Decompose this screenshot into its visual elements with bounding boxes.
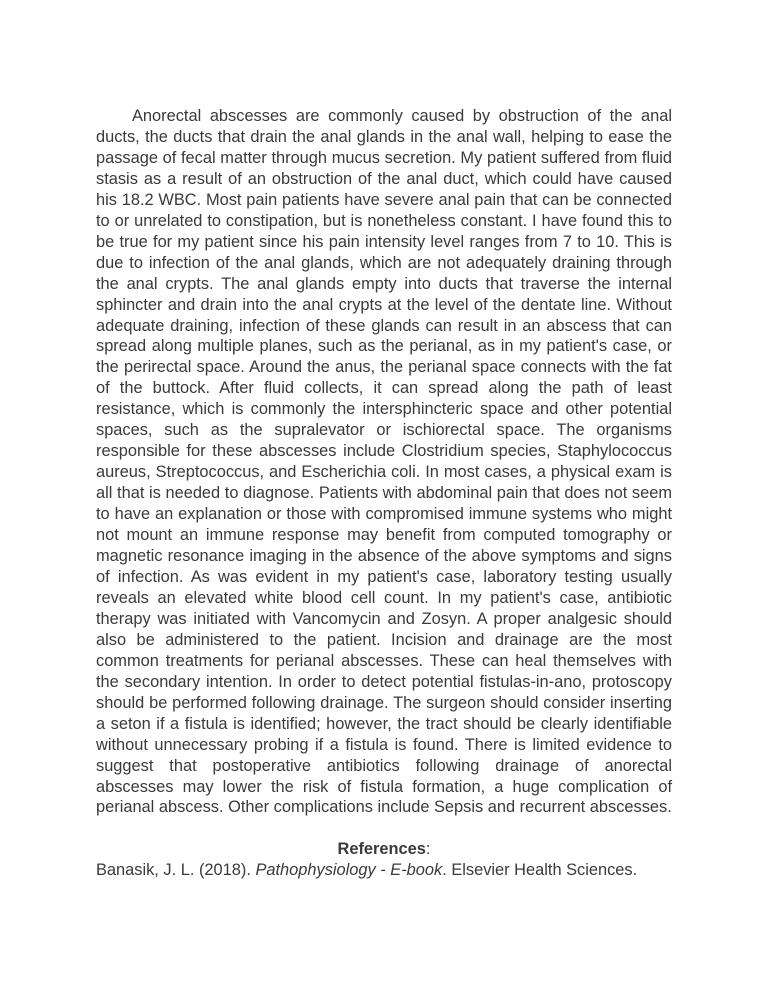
references-heading-colon: : — [425, 840, 431, 859]
references-heading-label: References — [337, 840, 426, 859]
reference-publisher: . Elsevier Health Sciences. — [442, 861, 638, 880]
document-page — [96, 106, 672, 881]
body-paragraph: Anorectal abscesses are commonly caused by obstruction of the anal ducts, the ducts that drain the anal glands in the anal wall, helping to ease the passage of fecal matter through mucus secretion. My patient suffered from fluid stasis as a result of an obstruction of the anal duct, which could have caused his 18.2 WBC. Most pain patients have severe anal pain that can be connected to or unrelated to constipation, but is nonetheless constant. I have found this to be true for my patient since his pain intensity level ranges from 7 to 10. This is due to infection of the anal glands, which are not adequately draining through the anal crypts. The anal glands empty into ducts that traverse the internal sphincter and drain into the anal crypts at the level of the dentate line. Without adequate draining, infection of these glands can result in an abscess that can spread along multiple planes, such as the perianal, as in my patient's case, or the perirectal space. Around the anus, the perianal space connects with the fat of the buttock. After fluid collects, it can spread along the path of least resistance, which is commonly the intersphincteric space and other potential spaces, such as the supralevator or ischiorectal space. The organisms responsible for these abscesses include Clostridium species, Staphylococcus aureus, Streptococcus, and Escherichia coli. In most cases, a physical exam is all that is needed to diagnose. Patients with abdominal pain that does not seem to have an explanation or those with compromised immune systems who might not mount an immune response may benefit from computed tomography or magnetic resonance imaging in the absence of the above symptoms and signs of infection. As was evident in my patient's case, laboratory testing usually reveals an elevated white blood cell count. In my patient's case, antibiotic therapy was initiated with Vancomycin and Zosyn. A proper analgesic should also be administered to the patient. Incision and drainage are the most common treatments for perianal abscesses. These can heal themselves with the secondary intention. In order to detect potential fistulas-in-ano, protoscopy should be performed following drainage. The surgeon should consider inserting a seton if a fistula is identified; however, the tract should be clearly identifiable without unnecessary probing if a fistula is found. There is limited evidence to suggest that postoperative antibiotics following drainage of anorectal abscesses may lower the risk of fistula formation, a huge complication of perianal abscess. Other complications include Sepsis and recurrent abscesses. — [96, 107, 672, 817]
reference-authors-year: Banasik, J. L. (2018). — [96, 861, 256, 880]
reference-title: Pathophysiology - E-book — [255, 861, 443, 880]
references-heading — [96, 839, 672, 860]
reference-entry — [96, 860, 672, 881]
